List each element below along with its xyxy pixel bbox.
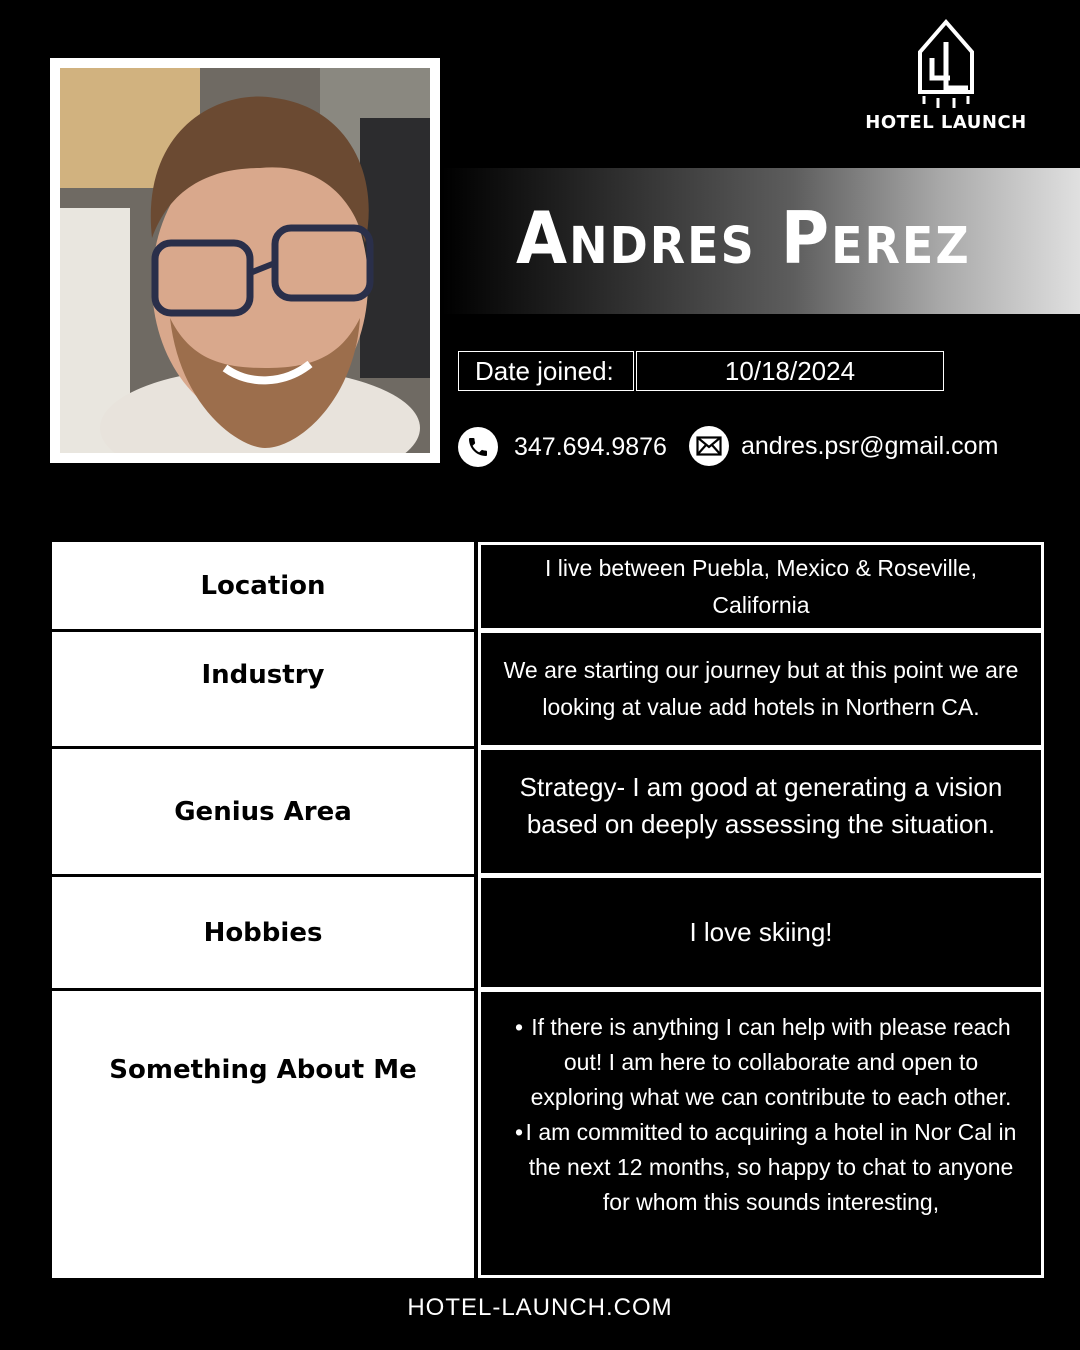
profile-photo	[60, 68, 430, 453]
genius-cell	[478, 747, 1044, 876]
website-link[interactable]: HOTEL-LAUNCH.COM	[407, 1294, 673, 1321]
table-row-location	[52, 542, 1044, 630]
industry-label: Industry	[52, 632, 474, 746]
phone-icon	[458, 427, 498, 467]
table-row-genius	[52, 749, 1044, 874]
hobbies-cell	[478, 875, 1044, 990]
about-label: Something About Me	[52, 991, 474, 1278]
hobbies-label: Hobbies	[52, 877, 474, 988]
table-row-industry	[52, 632, 1044, 746]
email-address: andres.psr@gmail.com	[741, 431, 999, 460]
phone-contact[interactable]	[458, 427, 667, 467]
genius-label: Genius Area	[52, 749, 474, 874]
hotel-launch-logo	[860, 18, 1032, 133]
phone-number: 347.694.9876	[514, 432, 667, 461]
industry-cell	[478, 630, 1044, 748]
industry-value: We are starting our journey but at this point we are looking at value add hotels in Northern CA.	[503, 657, 1019, 720]
hobbies-value: I love skiing!	[689, 917, 833, 947]
about-item: • I am committed to acquiring a hotel in Nor Cal in the next 12 months, so happy to chat to anyone for whom this sounds interesting,	[521, 1115, 1021, 1220]
name-banner	[442, 168, 1080, 314]
mail-icon	[689, 426, 729, 466]
profile-table	[52, 542, 1044, 1278]
location-value: I live between Puebla, Mexico & Roseville, California	[544, 554, 978, 618]
table-row-about	[52, 991, 1044, 1278]
date-joined-value: 10/18/2024	[636, 351, 944, 391]
date-joined-row	[458, 351, 944, 391]
logo-text: HOTEL LAUNCH	[865, 112, 1027, 133]
house-launch-icon	[916, 18, 976, 110]
about-list	[481, 1010, 1041, 1220]
date-joined-label: Date joined:	[458, 351, 634, 391]
genius-value: Strategy- I am good at generating a vision based on deeply assessing the situation.	[519, 771, 1003, 839]
about-cell	[478, 989, 1044, 1278]
location-label: Location	[52, 542, 474, 630]
location-cell	[478, 542, 1044, 631]
table-row-hobbies	[52, 877, 1044, 988]
email-contact[interactable]	[689, 426, 998, 466]
profile-photo-frame	[50, 58, 440, 463]
about-item: • If there is anything I can help with please reach out! I am here to collaborate and open to exploring what we can contribute to each other.	[521, 1010, 1021, 1115]
member-name: Andres Perez	[516, 196, 971, 281]
